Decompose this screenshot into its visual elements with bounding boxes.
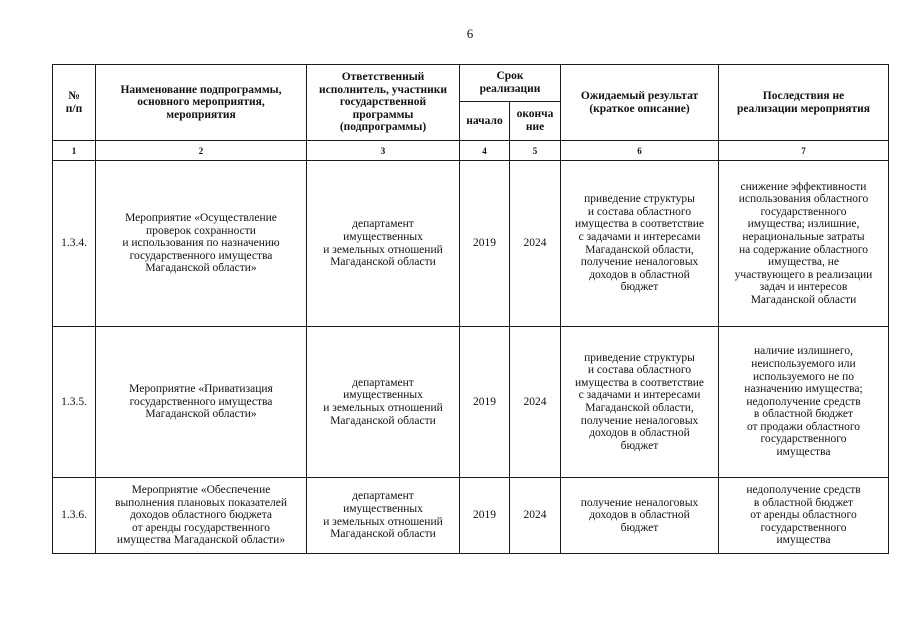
header-period: Срок реализации [460, 65, 561, 102]
row-responsible: департамент имущественных и земельных отношений Магаданской области [307, 478, 460, 554]
header-responsible: Ответственный исполнитель, участники государственной программы (подпрограммы) [307, 65, 460, 141]
header-result: Ожидаемый результат (краткое описание) [561, 65, 719, 141]
row-consequences: недополучение средств в областной бюджет от аренды областного государственного имущества [719, 478, 889, 554]
table-row [53, 478, 889, 554]
row-consequences: наличие излишнего, неиспользуемого или используемого не по назначению имущества; недополучение средств в областной бюджет от продажи областного государственного имущества [719, 327, 889, 478]
header-row-top [53, 65, 889, 102]
row-responsible: департамент имущественных и земельных отношений Магаданской области [307, 327, 460, 478]
column-number: 1 [53, 141, 96, 161]
row-result: приведение структуры и состава областного имущества в соответствие с задачами и интересами Магаданской области, получение неналоговых доходов в областной бюджет [561, 161, 719, 327]
header-start: начало [460, 102, 510, 141]
column-number: 7 [719, 141, 889, 161]
row-start-year: 2019 [460, 478, 510, 554]
row-start-year: 2019 [460, 161, 510, 327]
header-end: оконча ние [510, 102, 561, 141]
column-number: 2 [96, 141, 307, 161]
row-result: получение неналоговых доходов в областной бюджет [561, 478, 719, 554]
column-number: 4 [460, 141, 510, 161]
table-row [53, 161, 889, 327]
header-name: Наименование подпрограммы, основного мероприятия, мероприятия [96, 65, 307, 141]
row-responsible: департамент имущественных и земельных отношений Магаданской области [307, 161, 460, 327]
page-number: 6 [466, 26, 474, 41]
header-num: № п/п [53, 65, 96, 141]
column-number: 6 [561, 141, 719, 161]
row-name: Мероприятие «Обеспечение выполнения плановых показателей доходов областного бюджета от аренды государственного имущества Магаданской области» [96, 478, 307, 554]
column-number: 5 [510, 141, 561, 161]
row-num: 1.3.5. [53, 327, 96, 478]
row-end-year: 2024 [510, 478, 561, 554]
table-row [53, 327, 889, 478]
row-name: Мероприятие «Осуществление проверок сохранности и использования по назначению государственного имущества Магаданской области» [96, 161, 307, 327]
header-consequences: Последствия не реализации мероприятия [719, 65, 889, 141]
row-end-year: 2024 [510, 161, 561, 327]
row-consequences: снижение эффективности использования областного государственного имущества; излишние, нерациональные затраты на содержание областного имущества, не участвующего в реализации задач и интересов Магаданской области [719, 161, 889, 327]
column-number-row [53, 141, 889, 161]
row-name: Мероприятие «Приватизация государственного имущества Магаданской области» [96, 327, 307, 478]
program-measures-table [52, 64, 889, 554]
row-num: 1.3.6. [53, 478, 96, 554]
row-end-year: 2024 [510, 327, 561, 478]
row-num: 1.3.4. [53, 161, 96, 327]
column-number: 3 [307, 141, 460, 161]
row-start-year: 2019 [460, 327, 510, 478]
row-result: приведение структуры и состава областного имущества в соответствие с задачами и интересами Магаданской области, получение неналоговых доходов в областной бюджет [561, 327, 719, 478]
